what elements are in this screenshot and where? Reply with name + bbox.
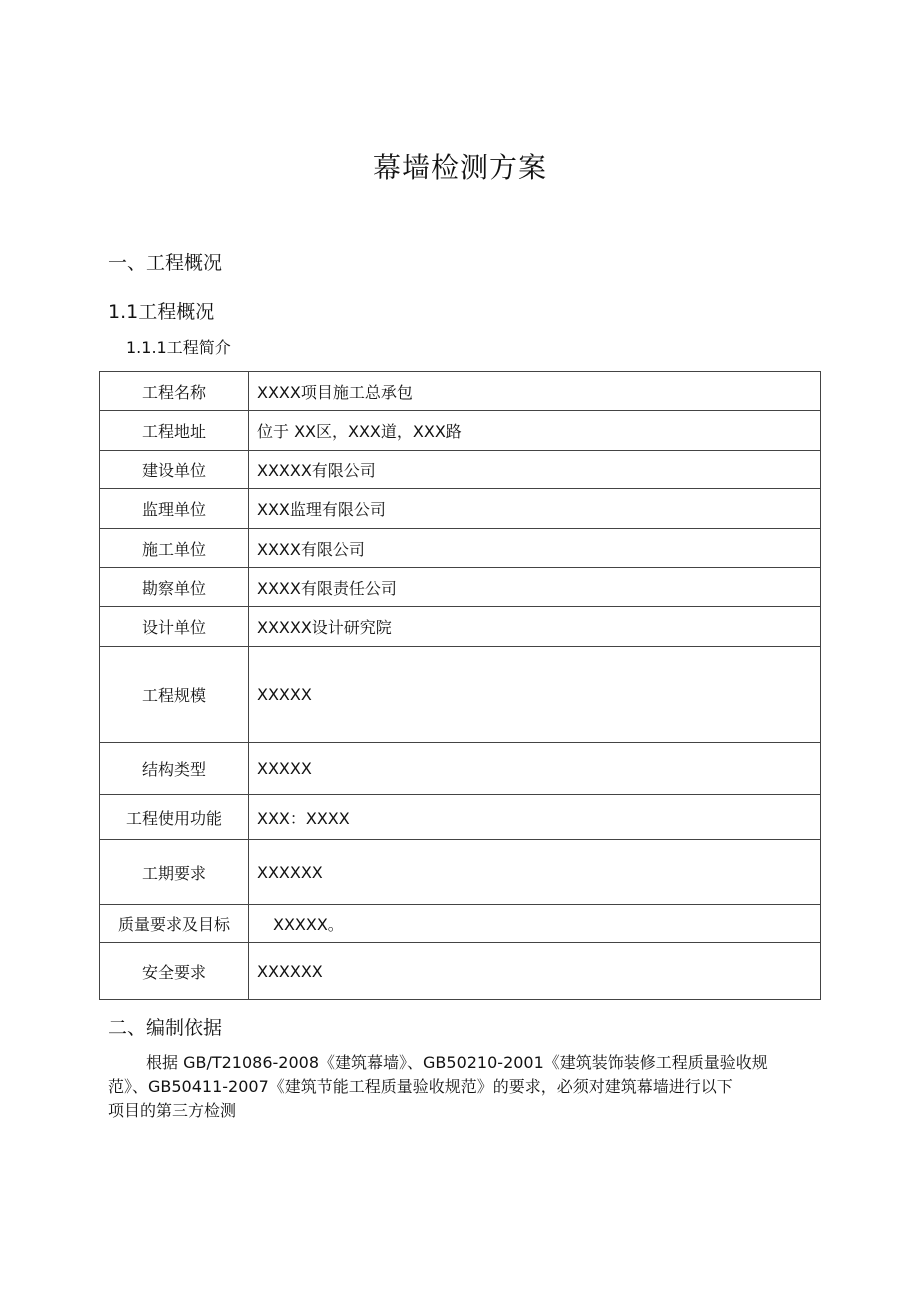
row-value: XXX：XXXX	[249, 795, 821, 840]
row-label: 安全要求	[100, 943, 249, 1000]
row-label: 建设单位	[100, 451, 249, 489]
table-row	[100, 529, 821, 568]
table-row	[100, 411, 821, 451]
row-label: 工程名称	[100, 372, 249, 411]
document-title: 幕墙检测方案	[372, 151, 547, 184]
row-value: XXXXX有限公司	[249, 451, 821, 489]
row-value: XXXX有限公司	[249, 529, 821, 568]
table-row	[100, 489, 821, 529]
row-label: 工程地址	[100, 411, 249, 451]
row-value: XXXX有限责任公司	[249, 568, 821, 607]
table-row	[100, 795, 821, 840]
row-label: 工程使用功能	[100, 795, 249, 840]
table-row	[100, 372, 821, 411]
row-value: XXXX项目施工总承包	[249, 372, 821, 411]
row-label: 工期要求	[100, 840, 249, 905]
table-row	[100, 607, 821, 647]
section-heading-project-overview: 一、工程概况	[108, 252, 223, 274]
row-value: XXXXX设计研究院	[249, 607, 821, 647]
row-value: XXXXXX	[249, 840, 821, 905]
section-heading-basis: 二、编制依据	[108, 1017, 223, 1039]
table-row	[100, 840, 821, 905]
subsubsection-heading-1-1-1: 1.1.1工程简介	[126, 338, 231, 357]
row-label: 施工单位	[100, 529, 249, 568]
table-row	[100, 647, 821, 743]
table-row	[100, 451, 821, 489]
basis-paragraph	[108, 1051, 838, 1123]
paragraph-line: 项目的第三方检测	[108, 1101, 237, 1120]
paragraph-line: 根据 GB/T21086-2008《建筑幕墙》、GB50210-2001《建筑装饰装修工程质量验收规	[146, 1053, 768, 1072]
row-label: 质量要求及目标	[100, 905, 249, 943]
row-value: XXX监理有限公司	[249, 489, 821, 529]
paragraph-line: 范》、GB50411-2007《建筑节能工程质量验收规范》的要求，必须对建筑幕墙进行以下	[108, 1077, 733, 1096]
row-label: 工程规模	[100, 647, 249, 743]
row-label: 结构类型	[100, 743, 249, 795]
row-value: XXXXX	[249, 647, 821, 743]
row-value: XXXXX。	[249, 905, 821, 943]
row-value: XXXXXX	[249, 943, 821, 1000]
row-label: 设计单位	[100, 607, 249, 647]
row-label: 监理单位	[100, 489, 249, 529]
project-info-table	[99, 371, 821, 1000]
table-row	[100, 743, 821, 795]
table-row	[100, 568, 821, 607]
subsection-heading-1-1: 1.1工程概况	[108, 301, 215, 323]
row-label: 勘察单位	[100, 568, 249, 607]
table-row	[100, 905, 821, 943]
table-row	[100, 943, 821, 1000]
row-value: 位于 XX区，XXX道，XXX路	[249, 411, 821, 451]
row-value: XXXXX	[249, 743, 821, 795]
